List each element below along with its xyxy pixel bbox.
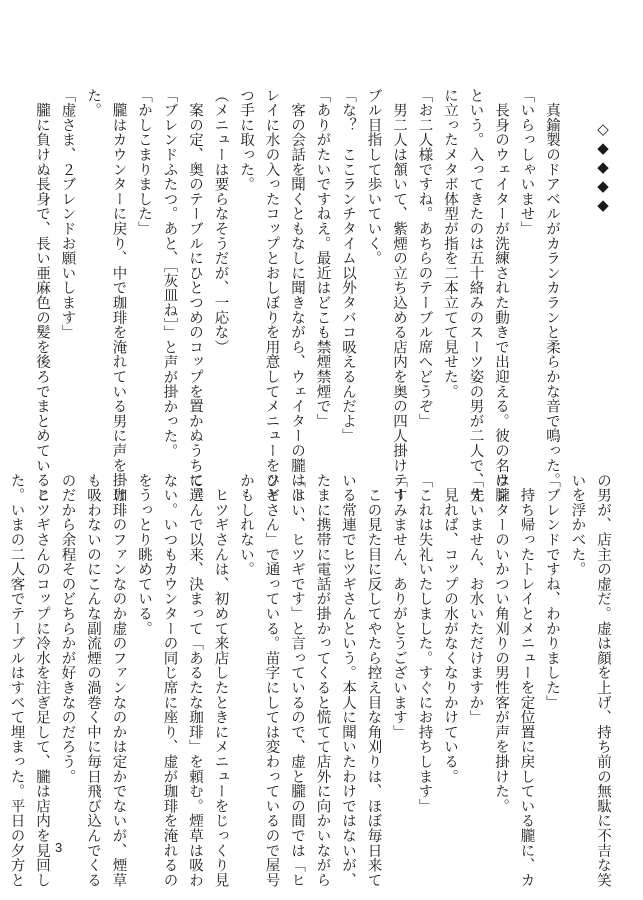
section-divider: ◇◆◆◆◆ xyxy=(594,88,612,215)
text-line: 朧に負けぬ長身で、長い亜麻色の髪を後ろでまとめているこ xyxy=(34,88,50,503)
text-line: レイに水の入ったコップとおしぼりを用意してメニューをひと xyxy=(263,88,280,503)
bottom-text-block xyxy=(8,473,615,888)
text-line: という。入ってきたのは五十絡みのスーツ姿の男が二人で、先 xyxy=(467,88,484,503)
text-line: 「ありがたいですねえ。最近はどこも禁煙禁煙で」 xyxy=(314,88,331,429)
text-line: 「すいません、お水いただけますか」 xyxy=(467,473,484,725)
text-line: 「お二人様ですね。あちらのテーブル席へどうぞ」 xyxy=(416,88,433,429)
text-line: ウンターのいかつい角刈りの男性客が声を掛けた。 xyxy=(493,473,509,814)
text-line: た。いまの二人客でテーブルはすべて埋まった。平日の夕方と xyxy=(8,473,25,888)
text-line: も吸わないのにこんな副流煙の渦巻く中に毎日飛び込んでくる xyxy=(85,473,101,888)
text-line: 朧はカウンターに戻り、中で珈琲を淹れている男に声を掛け xyxy=(110,88,127,503)
text-line: 「これは失礼いたしました。すぐにお持ちします」 xyxy=(416,473,433,814)
text-line: ツギさん」で通っている。苗字にしては変わっているので屋号 xyxy=(263,473,280,888)
text-line: 真鍮製のドアベルがカランカランと柔らかな音で鳴った。 xyxy=(544,88,560,488)
text-line: かもしれない。 xyxy=(238,473,254,577)
text-line: のだから余程そのどちらかが好きなのだろう。 xyxy=(59,473,76,784)
text-line: ヒツギさんは、初めて来店したときにメニューをじっくり見 xyxy=(212,473,229,888)
text-line: に立ったメタボ体型が指を二本立てて見せた。 xyxy=(442,88,458,399)
text-line: ヒツギさんのコップに冷水を注ぎ足して、朧は店内を見回し xyxy=(34,473,50,888)
text-line: 見れば、コップの水がなくなりかけている。 xyxy=(442,473,458,784)
text-line: 「かしこまりました」 xyxy=(136,88,152,236)
text-line: て選んで以来、決まって「あるたな珈琲」を頼む。煙草は吸わ xyxy=(187,473,203,888)
text-line: つ手に取った。 xyxy=(238,88,254,192)
text-line: いを浮かべた。 xyxy=(569,473,586,577)
text-line: たまに携帯に電話が掛かってくると慌てて店外に向かいながら xyxy=(314,473,331,888)
text-line: 「いらっしゃいませ」 xyxy=(518,88,535,236)
text-line: 持ち帰ったトレイとメニューを定位置に戻している朧に、カ xyxy=(518,473,535,888)
text-line: （メニューは要らなそうだが、一応な） xyxy=(212,88,229,355)
text-line: 「虚さま、２ブレンドお願いします」 xyxy=(59,88,76,340)
text-line: 「すみません、ありがとうございます」 xyxy=(391,473,407,740)
text-line: この見た目に反してやたら控え目な角刈りは、ほぼ毎日来て xyxy=(365,473,382,888)
text-line: 長身のウェイターが洗練された動きで出迎える。彼の名は朧 xyxy=(493,88,509,503)
page-number: 3 xyxy=(55,840,63,855)
text-line: をうっとり眺めている。 xyxy=(136,473,152,636)
text-line: 案の定、奥のテーブルにひとつめのコップを置かぬうちに、 xyxy=(187,88,203,503)
text-line: ない。いつもカウンターの同じ席に座り、虚が珈琲を淹れるの xyxy=(161,473,178,888)
text-line: 「な？ ここランチタイム以外タバコ吸えるんだよ」 xyxy=(340,88,356,444)
text-line: ブル目指して歩いていく。 xyxy=(365,88,382,266)
text-line: いる常連でヒツギさんという。本人に聞いたわけではないが、 xyxy=(340,473,356,888)
text-line: 「ブレンドふたつ。あと、［灰皿ね］」と声が掛かった。 xyxy=(161,88,178,459)
text-line: の男が、店主の虚だ。虚は顔を上げ、持ち前の無駄に不吉な笑 xyxy=(595,473,611,888)
text-line xyxy=(564,88,590,438)
text-line: 珈琲のファンなのか虚のファンなのかは定かでないが、煙草 xyxy=(110,473,127,888)
top-text-block xyxy=(34,88,615,503)
text-line: 「はい、ヒツギです」と言っているので、虚と朧の間では「ヒ xyxy=(289,473,305,888)
text-line: 男二人は頷いて、紫煙の立ち込める店内を奥の四人掛けテー xyxy=(391,88,407,503)
text-line: 「ブレンドですね、わかりました」 xyxy=(544,473,560,710)
text-line: 客の会話を聞くともなしに聞きながら、ウェイターの朧はト xyxy=(289,88,305,503)
text-line: た。 xyxy=(85,88,101,118)
